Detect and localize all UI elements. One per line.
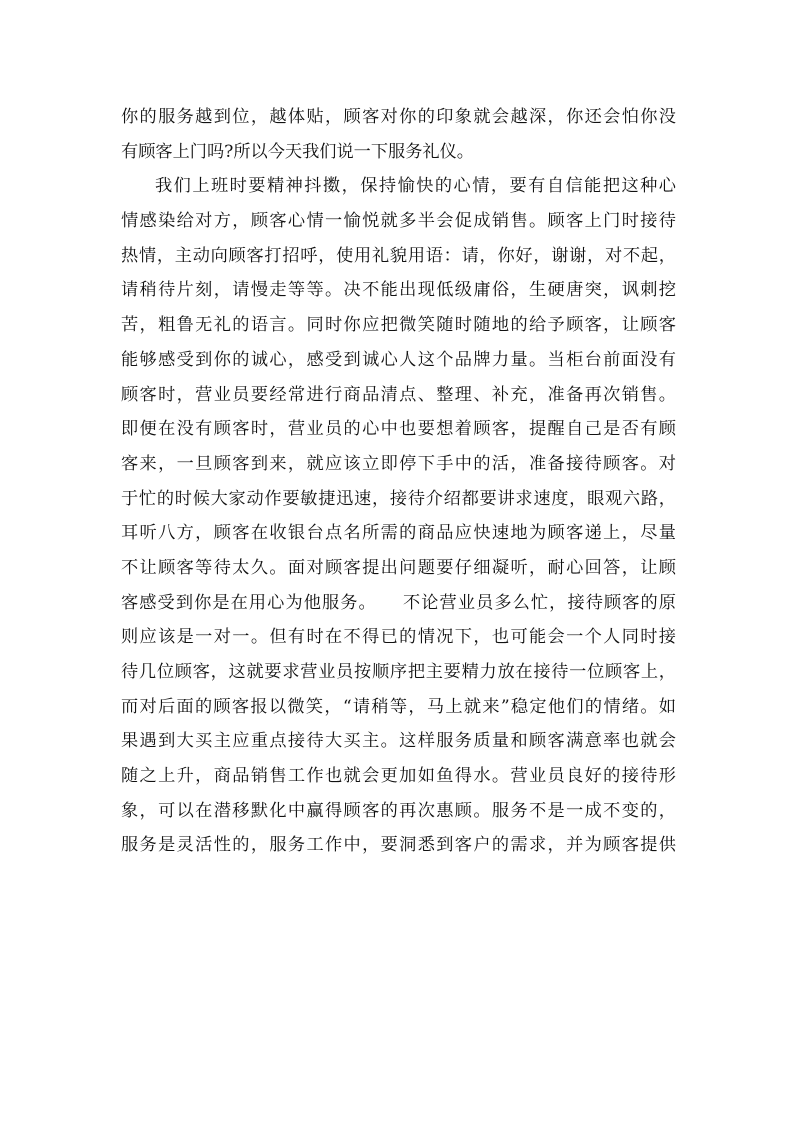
- text-line: 服务是灵活性的，服务工作中，要洞悉到客户的需求，并为顾客提供: [121, 835, 676, 856]
- text-line: 你的服务越到位，越体贴，顾客对你的印象就会越深，你还会怕你没: [121, 107, 676, 127]
- text-line: 象，可以在潜移默化中赢得顾客的再次惠顾。服务不是一成不变的，: [121, 800, 676, 821]
- text-line: 即便在没有顾客时，营业员的心中也要想着顾客，提醒自己是否有顾: [121, 419, 676, 440]
- text-line: 于忙的时候大家动作要敏捷迅速，接待介绍都要讲求速度，眼观六路，: [121, 488, 676, 509]
- text-line: 请稍待片刻，请慢走等等。决不能出现低级庸俗，生硬唐突，讽刺挖: [121, 280, 676, 301]
- body-text: [121, 100, 676, 863]
- text-line: 有顾客上门吗?所以今天我们说一下服务礼仪。: [121, 141, 474, 162]
- text-line: 则应该是一对一。但有时在不得已的情况下，也可能会一个人同时接: [121, 627, 676, 648]
- text-line: 而对后面的顾客报以微笑，“请稍等，马上就来”稳定他们的情绪。如: [121, 696, 676, 717]
- text-line: 我们上班时要精神抖擞，保持愉快的心情，要有自信能把这种心: [155, 176, 676, 197]
- text-line: 客来，一旦顾客到来，就应该立即停下手中的活，准备接待顾客。对: [121, 453, 676, 474]
- text-line: 果遇到大买主应重点接待大买主。这样服务质量和顾客满意率也就会: [121, 731, 676, 752]
- text-line: 客感受到你是在用心为他服务。 不论营业员多么忙，接待顾客的原: [121, 592, 676, 613]
- text-line: 待几位顾客，这就要求营业员按顺序把主要精力放在接待一位顾客上，: [121, 662, 676, 682]
- text-line: 不让顾客等待太久。面对顾客提出问题要仔细凝听，耐心回答，让顾: [121, 557, 676, 578]
- text-line: 热情，主动向顾客打招呼，使用礼貌用语：请，你好，谢谢，对不起，: [121, 245, 676, 266]
- text-line: 顾客时，营业员要经常进行商品清点、整理、补充，准备再次销售。: [121, 384, 676, 405]
- text-line: 耳听八方，顾客在收银台点名所需的商品应快速地为顾客递上，尽量: [121, 523, 676, 544]
- text-line: 随之上升，商品销售工作也就会更加如鱼得水。营业员良好的接待形: [121, 766, 676, 787]
- text-line: 情感染给对方，顾客心情一愉悦就多半会促成销售。顾客上门时接待: [121, 211, 676, 232]
- text-line: 苦，粗鲁无礼的语言。同时你应把微笑随时随地的给予顾客，让顾客: [121, 315, 676, 336]
- text-line: 能够感受到你的诚心，感受到诚心人这个品牌力量。当柜台前面没有: [121, 349, 676, 370]
